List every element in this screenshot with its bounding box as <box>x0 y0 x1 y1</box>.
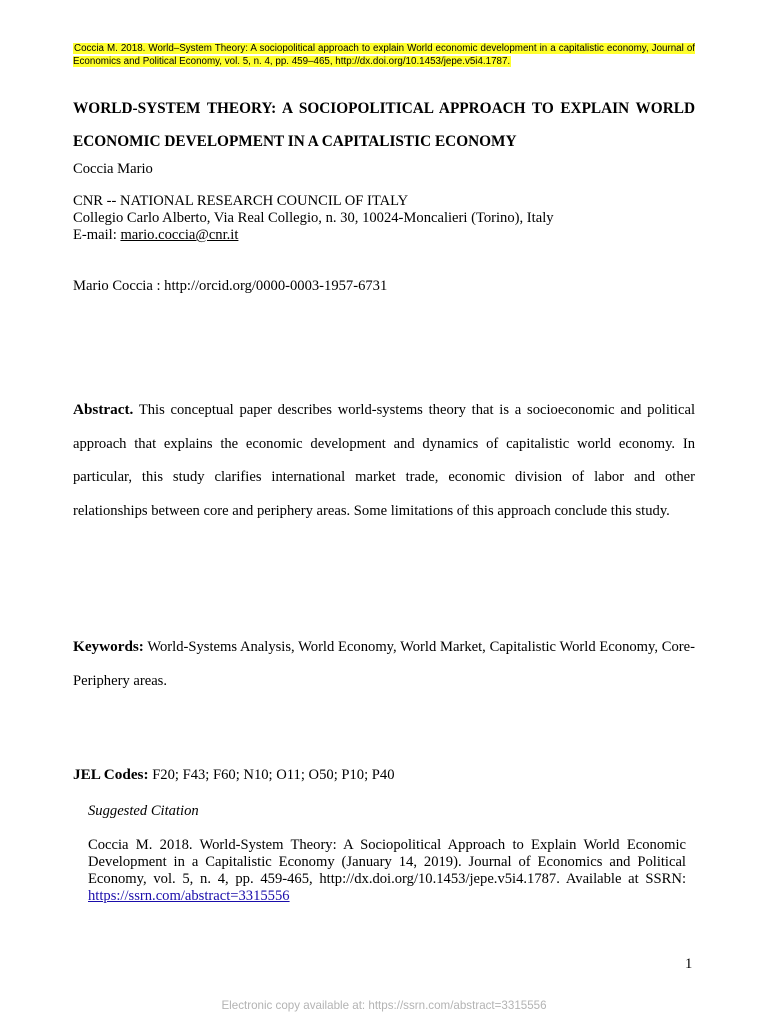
suggested-citation <box>88 837 686 905</box>
abstract-label: Abstract. <box>73 401 134 418</box>
ssrn-link[interactable]: https://ssrn.com/abstract=3315556 <box>88 888 290 904</box>
abstract <box>73 393 695 528</box>
email-line <box>73 227 554 244</box>
email-label: E-mail: <box>73 227 117 243</box>
keywords-text: World-Systems Analysis, World Economy, World Market, Capitalistic World Economy, Core-Periphery areas. <box>73 639 696 689</box>
keywords <box>73 630 695 698</box>
institution: CNR -- NATIONAL RESEARCH COUNCIL OF ITALY <box>73 193 409 209</box>
citation-note <box>73 42 695 68</box>
jel-text: F20; F43; F60; N10; O11; O50; P10; P40 <box>152 767 395 783</box>
jel-codes <box>73 766 395 784</box>
page-number: 1 <box>685 956 693 972</box>
abstract-text: This conceptual paper describes world-systems theory that is a socioeconomic and political approach that explains the economic development and dynamics of capitalistic world economy. In particular, this study clarifies international market trade, economic division of labor and other relationships between core and periphery areas. Some limitations of this approach conclude this study. <box>73 402 695 519</box>
keywords-label: Keywords: <box>73 638 144 655</box>
ssrn-footer: Electronic copy available at: https://ssrn.com/abstract=3315556 <box>221 999 547 1012</box>
citation-note-text: Coccia M. 2018. World–System Theory: A sociopolitical approach to explain World economic development in a capitalistic economy, Journal of Economics and Political Economy, vol. 5, n. 4, pp. 459–465, http://dx.doi.org/10.1453/jepe.v5i4.1787. <box>73 43 695 67</box>
jel-label: JEL Codes: <box>73 766 149 783</box>
affiliation-block <box>73 193 554 244</box>
email-link[interactable]: mario.coccia@cnr.it <box>120 227 239 243</box>
ssrn-label: Available at SSRN: <box>565 871 686 887</box>
suggested-citation-text: Coccia M. 2018. World-System Theory: A Sociopolitical Approach to Explain World Economic Development in a Capitalistic Economy (January 14, 2019). Journal of Economics and Political Economy, vol. 5, n. 4, pp. 459-465, http://dx.doi.org/10.1453/jepe.v5i4.1787. <box>88 837 686 887</box>
suggested-citation-heading: Suggested Citation <box>88 803 199 819</box>
orcid-line: Mario Coccia : http://orcid.org/0000-0003-1957-6731 <box>73 278 388 294</box>
author-name: Coccia Mario <box>73 161 153 177</box>
paper-title: WORLD-SYSTEM THEORY: A SOCIOPOLITICAL APPROACH TO EXPLAIN WORLD ECONOMIC DEVELOPMENT IN A CAPITALISTIC ECONOMY <box>73 100 695 150</box>
address: Collegio Carlo Alberto, Via Real Collegio, n. 30, 10024-Moncalieri (Torino), Italy <box>73 210 554 226</box>
